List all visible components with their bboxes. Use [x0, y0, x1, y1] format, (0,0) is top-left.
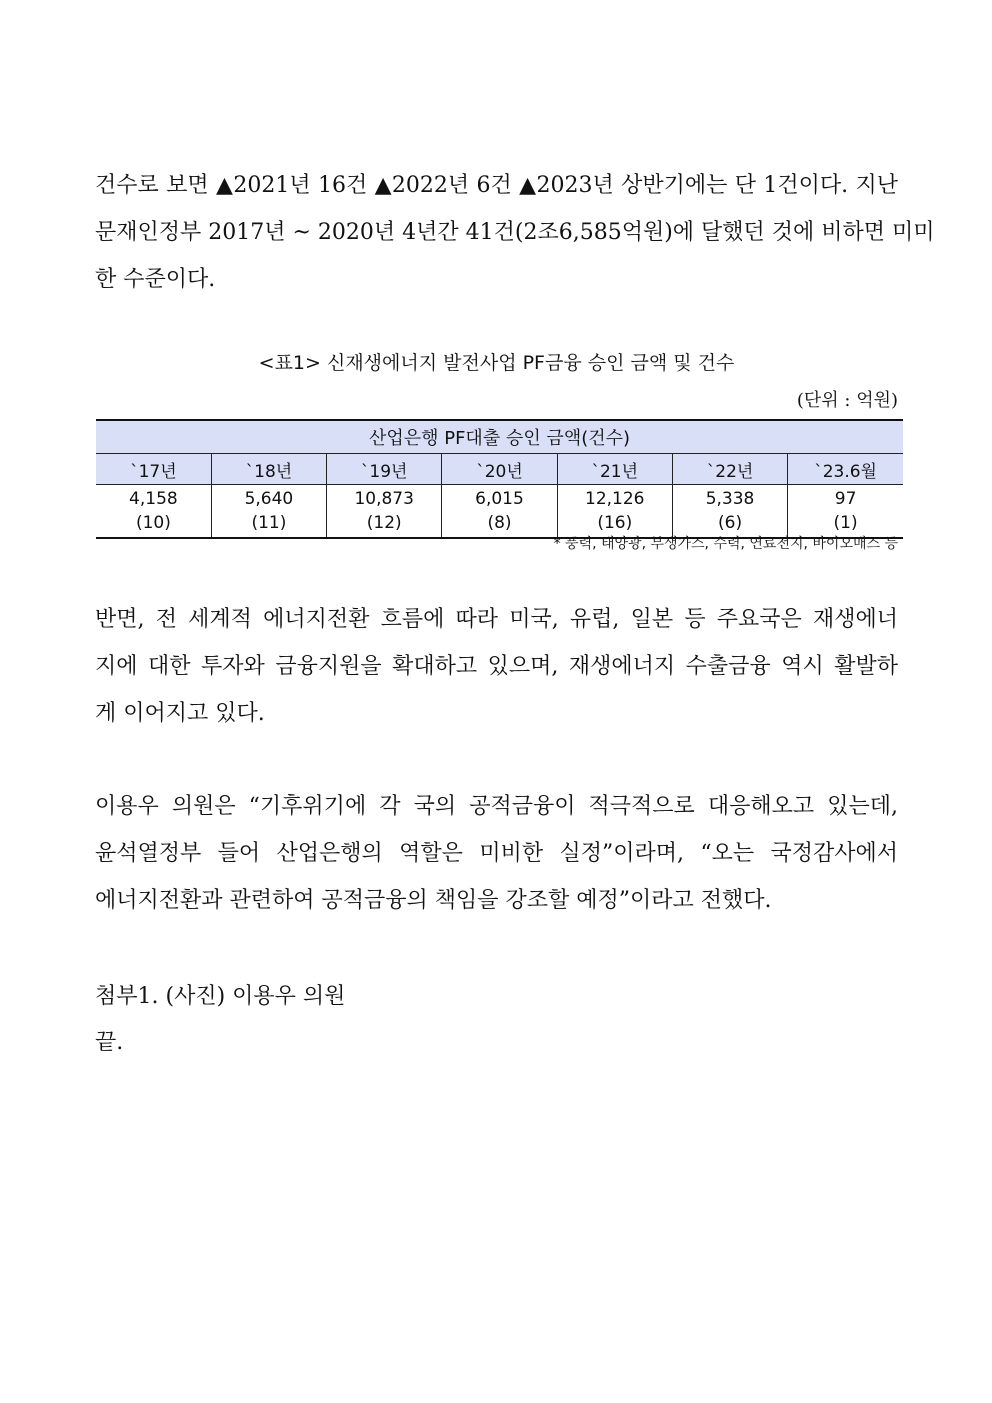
table-data-row: [96, 485, 903, 539]
text-line: 건수로 보면 ▲2021년 16건 ▲2022년 6건 ▲2023년 상반기에는 단 1건이다. 지난: [95, 173, 898, 198]
table-footnote: * 풍력, 태양광, 부생가스, 수력, 연료전지, 바이오매스 등: [553, 536, 898, 552]
table-header-title: 산업은행 PF대출 승인 금액(건수): [96, 420, 903, 454]
year-header-cell: `19년: [327, 454, 442, 485]
data-cell: [557, 485, 672, 539]
text-line: 에너지전환과 관련하여 공적금융의 책임을 강조할 예정”이라고 전했다.: [95, 888, 772, 913]
text-line: 문재인정부 2017년 ~ 2020년 4년간 41건(2조6,585억원)에 달했던 것에 비하면 미미: [95, 220, 935, 245]
data-cell: [442, 485, 557, 539]
end-mark: 끝.: [95, 1030, 124, 1055]
amount-value: 12,126: [585, 489, 645, 509]
data-cell: [788, 485, 903, 539]
amount-value: 5,640: [244, 489, 294, 509]
year-header-cell: `18년: [211, 454, 326, 485]
text-line: 지에 대한 투자와 금융지원을 확대하고 있으며, 재생에너지 수출금융 역시 활발하: [95, 654, 898, 679]
attachment-note: 첨부1. (사진) 이용우 의원: [95, 984, 346, 1009]
year-header-cell: `17년: [96, 454, 211, 485]
count-value: (1): [833, 513, 858, 533]
count-value: (16): [597, 513, 633, 533]
paragraph-lawmaker-quote: [95, 783, 898, 924]
table-title-row: [96, 420, 903, 454]
count-value: (10): [135, 513, 171, 533]
amount-value: 10,873: [354, 489, 414, 509]
paragraph-global-trend: [95, 596, 898, 737]
text-line: 윤석열정부 들어 산업은행의 역할은 미비한 실정”이라며, “오는 국정감사에서: [95, 841, 898, 866]
year-header-cell: `23.6월: [788, 454, 903, 485]
text-line: 게 이어지고 있다.: [95, 701, 265, 726]
table-unit-note: (단위 : 억원): [796, 390, 898, 411]
data-cell: [96, 485, 211, 539]
year-header-cell: `20년: [442, 454, 557, 485]
amount-value: 4,158: [129, 489, 178, 509]
text-line: 한 수준이다.: [95, 267, 216, 292]
table-year-row: [96, 454, 903, 485]
count-value: (8): [487, 513, 512, 533]
table-caption: <표1> 신재생에너지 발전사업 PF금융 승인 금액 및 건수: [258, 352, 735, 374]
amount-value: 6,015: [475, 489, 524, 509]
count-value: (6): [718, 513, 743, 533]
text-line: 이용우 의원은 “기후위기에 각 국의 공적금융이 적극적으로 대응해오고 있는데,: [95, 794, 898, 819]
data-cell: [211, 485, 326, 539]
count-value: (12): [366, 513, 402, 533]
count-value: (11): [251, 513, 287, 533]
pf-loan-table: [96, 419, 903, 539]
year-header-cell: `22년: [672, 454, 787, 485]
amount-value: 5,338: [705, 489, 755, 509]
data-cell: [327, 485, 442, 539]
data-cell: [672, 485, 787, 539]
text-line: 반면, 전 세계적 에너지전환 흐름에 따라 미국, 유럽, 일본 등 주요국은 재생에너: [95, 607, 898, 632]
amount-value: 97: [834, 489, 857, 509]
year-header-cell: `21년: [557, 454, 672, 485]
paragraph-approval-counts: [95, 162, 935, 303]
